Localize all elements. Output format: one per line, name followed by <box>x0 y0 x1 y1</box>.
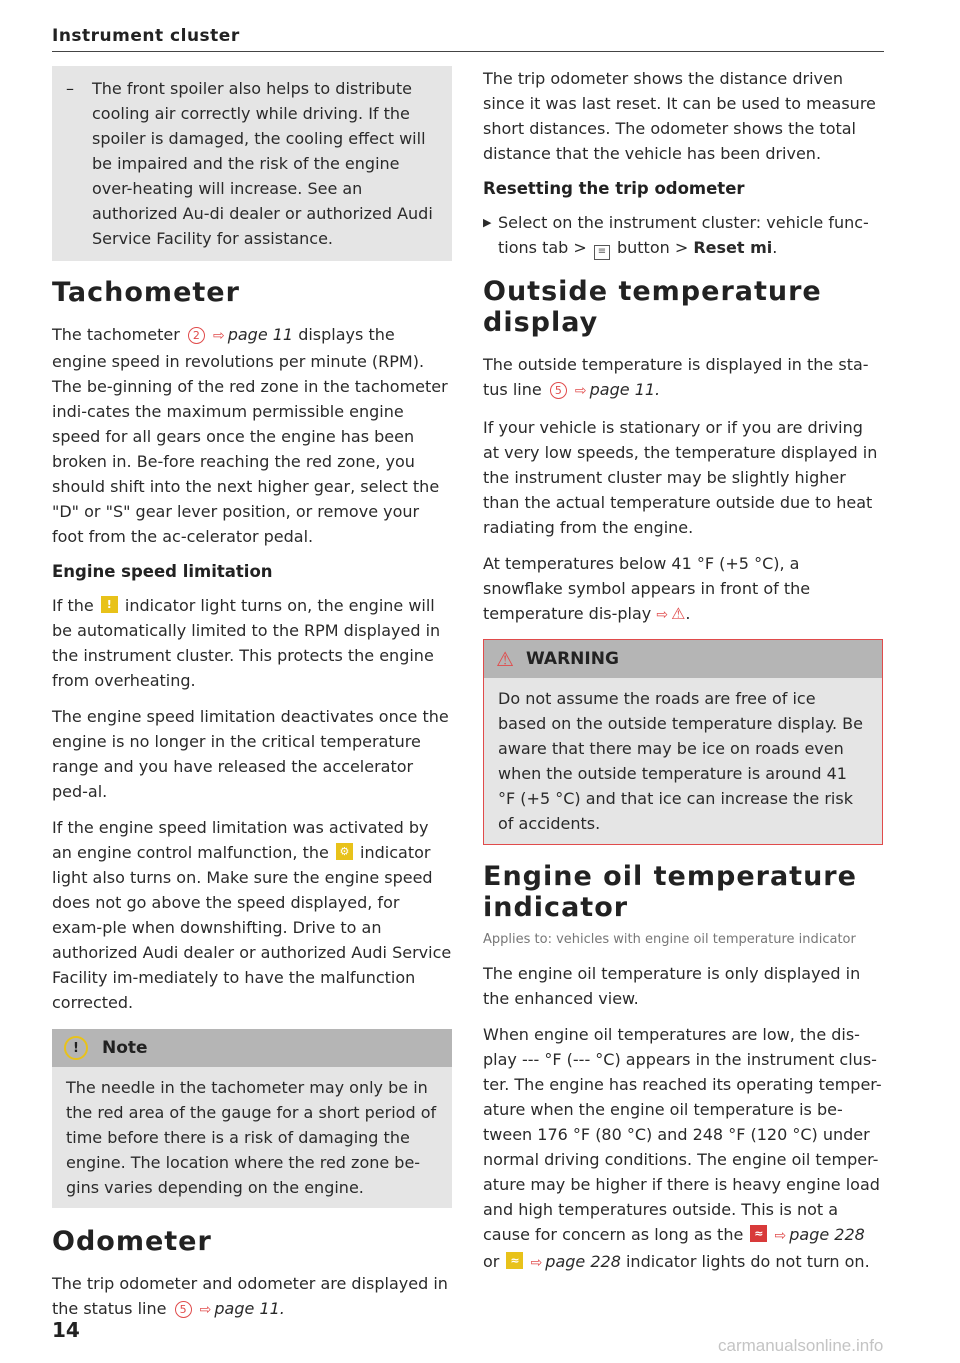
outside-paragraph-2: If your vehicle is stationary or if you are driving at very low speeds, the temperature displayed in the instrument cluster may be slightly higher than the actual temperature outside due to heat radiating from the engine. <box>483 418 878 537</box>
page-reference-link[interactable]: page 11. <box>589 380 661 399</box>
oil-temperature-yellow-indicator-icon: ≈ <box>506 1252 523 1269</box>
warning-title: WARNING <box>525 649 619 669</box>
callout-number: 5 <box>175 1301 192 1318</box>
left-column <box>52 66 452 1334</box>
page-reference-link[interactable]: page 228 <box>545 1252 621 1271</box>
warning-triangle-icon[interactable]: ⚠ <box>671 604 686 623</box>
odometer-paragraph-2: The trip odometer shows the distance driven since it was last reset. It can be used to measure short distances. The odometer shows the total distance that the vehicle has been driven. <box>483 69 876 163</box>
oil-paragraph-1: The engine oil temperature is only displayed in the enhanced view. <box>483 964 861 1008</box>
header-divider <box>52 51 884 52</box>
arrow-right-icon: ⇨ <box>656 607 669 623</box>
warning-text: Do not assume the roads are free of ice based on the outside temperature display. Be aware that there may be ice on roads even when the outside temperature is around 41 °F (+5 °C) and that ice can increase the risk of accidents. <box>498 689 863 833</box>
note-title: Note <box>102 1038 148 1058</box>
note-circle-icon: ! <box>64 1036 88 1060</box>
warning-body <box>484 678 882 844</box>
callout-number: 5 <box>550 382 567 399</box>
page-reference-link[interactable]: page 228 <box>789 1225 865 1244</box>
resetting-trip-odometer-heading: Resetting the trip odometer <box>483 179 745 198</box>
arrow-right-icon: ⇨ <box>199 1302 212 1318</box>
outside-temperature-heading: Outside temperature display <box>483 276 822 338</box>
page-number: 14 <box>52 1318 80 1342</box>
page-header-title: Instrument cluster <box>52 26 240 46</box>
engine-oil-temperature-heading: Engine oil temperature indicator <box>483 861 857 923</box>
arrow-right-icon: ⇨ <box>574 383 587 399</box>
oil-temperature-red-indicator-icon: ≈ <box>750 1225 767 1242</box>
warning-header <box>484 640 882 678</box>
odometer-paragraph-1: The trip odometer and odometer are displayed in the status line 5 ⇨ page 11. <box>52 1274 448 1318</box>
list-item: ▶ Select on the instrument cluster: vehicle func-tions tab > ≡ button > Reset mi. <box>483 210 883 260</box>
applies-to-note: Applies to: vehicles with engine oil temperature indicator <box>483 932 856 947</box>
callout-number: 2 <box>188 327 205 344</box>
limitation-paragraph-1: If the ! indicator light turns on, the engine will be automatically limited to the RPM displayed in the instrument cluster. This protects the engine from overheating. <box>52 596 441 690</box>
page-reference-link[interactable]: page 11 <box>227 325 294 344</box>
note-text: The needle in the tachometer may only be in the red area of the gauge for a short period of time before there is a risk of damaging the engine. The location where the red zone be-gins varies depending on the engine. <box>66 1078 437 1197</box>
arrow-right-icon: ⇨ <box>530 1255 543 1271</box>
limitation-paragraph-3: If the engine speed limitation was activated by an engine control malfunction, the ⚙ indicator light also turns on. Make sure the engine speed does not go above the speed displayed, for exam-ple when downshifting. Drive to an authorized Audi dealer or authorized Audi Service Facility im-mediately to have the malfunction corrected. <box>52 818 452 1012</box>
arrow-right-icon: ⇨ <box>774 1228 787 1244</box>
oil-paragraph-2: When engine oil temperatures are low, the dis-play --- °F (--- °C) appears in the instrument clus-ter. The engine has reached its operating temper-ature when the engine oil temperature is be-tween 176 °F (80 °C) and 248 °F (120 °C) under normal driving conditions. The engine oil temper-ature may be higher if there is heavy engine load and high temperatures outside. This is not a cause for concern as long as the ≈ ⇨ page 228 or ≈ ⇨ page 228 indicator lights do not turn on. <box>483 1025 882 1271</box>
note-body <box>52 1067 452 1208</box>
note-header <box>52 1029 452 1067</box>
engine-speed-limitation-heading: Engine speed limitation <box>52 562 273 581</box>
arrow-right-icon: ⇨ <box>212 328 225 344</box>
tachometer-heading: Tachometer <box>52 277 240 308</box>
outside-paragraph-3: At temperatures below 41 °F (+5 °C), a snowflake symbol appears in front of the temperature dis-play ⇨ ⚠. <box>483 554 811 623</box>
triangle-bullet-icon: ▶ <box>483 216 492 229</box>
limitation-paragraph-2: The engine speed limitation deactivates once the engine is no longer in the critical temperature range and you have released the accelerator ped-al. <box>52 707 449 801</box>
spoiler-info-box <box>52 66 452 261</box>
warning-triangle-icon: ⚠ <box>496 647 514 671</box>
list-item <box>66 76 438 259</box>
tachometer-paragraph: The tachometer 2 ⇨ page 11 displays the engine speed in revolutions per minute (RPM). The be-ginning of the red zone in the tachometer indi-cates the maximum permissible engine speed for all gears once the engine has been broken in. Be-fore reaching the red zone, you should shift into the next higher gear, select the "D" or "S" gear lever position, or remove your foot from the ac-celerator pedal. <box>52 325 448 546</box>
warning-box <box>483 639 883 845</box>
spoiler-text: The front spoiler also helps to distribute cooling air correctly while driving. If the spoiler is damaged, the cooling effect will be impaired and the risk of the engine over-heating will increase. See an authorized Au-di dealer or authorized Audi Service Facility for assistance. <box>92 79 433 248</box>
menu-button-icon: ≡ <box>594 245 610 260</box>
note-box <box>52 1029 452 1208</box>
odometer-heading: Odometer <box>52 1226 212 1257</box>
dash-bullet: – <box>66 79 74 98</box>
watermark-text: carmanualsonline.info <box>718 1336 884 1355</box>
right-column <box>483 66 883 1287</box>
reset-mi-label: Reset mi <box>693 238 773 257</box>
engine-control-indicator-icon: ⚙ <box>336 843 353 860</box>
outside-paragraph-1: The outside temperature is displayed in the sta-tus line 5 ⇨ page 11. <box>483 355 869 399</box>
page-reference-link[interactable]: page 11. <box>214 1299 285 1318</box>
rpm-limit-indicator-icon: ! <box>101 596 118 613</box>
